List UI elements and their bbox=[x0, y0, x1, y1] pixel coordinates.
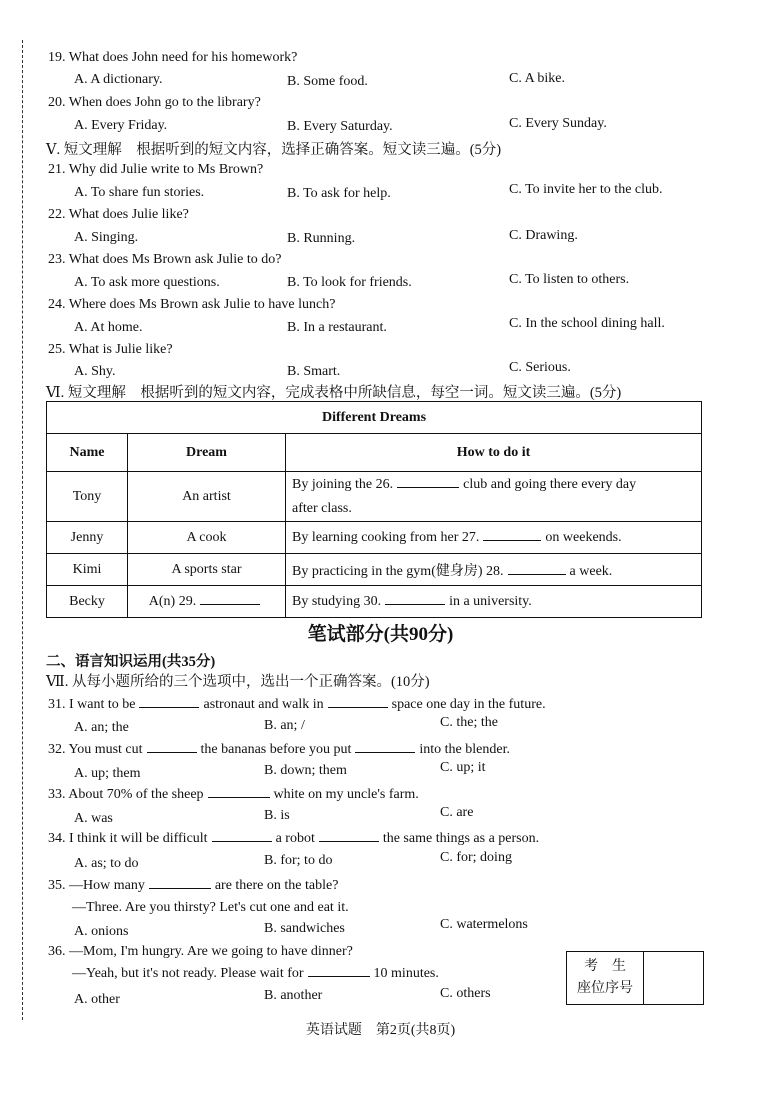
cell-name: Tony bbox=[47, 472, 128, 522]
question-23: 23. What does Ms Brown ask Julie to do? bbox=[48, 252, 282, 267]
option-34-c: C. for; doing bbox=[440, 850, 512, 865]
option-35-b: B. sandwiches bbox=[264, 921, 345, 936]
answer-blank[interactable] bbox=[149, 887, 211, 889]
table-row bbox=[47, 472, 702, 522]
option-31-a: A. an; the bbox=[74, 720, 129, 735]
question-35-reply: —Three. Are you thirsty? Let's cut one and eat it. bbox=[72, 900, 349, 915]
question-19: 19. What does John need for his homework? bbox=[48, 50, 298, 65]
section-5-heading: Ⅴ. 短文理解 根据听到的短文内容，选择正确答案。短文读三遍。(5分) bbox=[46, 142, 502, 158]
option-34-a: A. as; to do bbox=[74, 856, 139, 871]
option-25-c: C. Serious. bbox=[509, 360, 571, 375]
question-33: 33. About 70% of the sheep white on my uncle's farm. bbox=[48, 787, 419, 802]
option-20-a: A. Every Friday. bbox=[74, 118, 168, 133]
option-21-a: A. To share fun stories. bbox=[74, 185, 205, 200]
option-34-b: B. for; to do bbox=[264, 853, 333, 868]
option-32-b: B. down; them bbox=[264, 763, 347, 778]
option-32-c: C. up; it bbox=[440, 760, 486, 775]
cell-name: Becky bbox=[47, 586, 128, 618]
binding-margin-line bbox=[22, 40, 23, 1020]
answer-blank[interactable] bbox=[212, 840, 272, 842]
table-row bbox=[47, 586, 702, 618]
page-footer: 英语试题 第2页(共8页) bbox=[305, 1023, 456, 1038]
answer-blank[interactable] bbox=[208, 796, 270, 798]
option-20-b: B. Every Saturday. bbox=[287, 119, 393, 134]
table-row bbox=[47, 554, 702, 586]
answer-blank-29[interactable] bbox=[200, 603, 260, 605]
option-24-a: A. At home. bbox=[74, 320, 143, 335]
option-21-c: C. To invite her to the club. bbox=[509, 182, 663, 197]
question-36: 36. —Mom, I'm hungry. Are we going to have dinner? bbox=[48, 944, 353, 959]
option-32-a: A. up; them bbox=[74, 766, 141, 781]
answer-blank[interactable] bbox=[139, 706, 199, 708]
question-21: 21. Why did Julie write to Ms Brown? bbox=[48, 162, 264, 177]
option-31-c: C. the; the bbox=[440, 715, 498, 730]
cell-dream: A(n) 29. bbox=[128, 586, 286, 618]
answer-blank[interactable] bbox=[308, 975, 370, 977]
option-36-a: A. other bbox=[74, 992, 120, 1007]
question-22: 22. What does Julie like? bbox=[48, 207, 189, 222]
option-25-b: B. Smart. bbox=[287, 364, 341, 379]
question-35: 35. —How many are there on the table? bbox=[48, 878, 339, 893]
option-22-a: A. Singing. bbox=[74, 230, 139, 245]
option-22-b: B. Running. bbox=[287, 231, 356, 246]
question-24: 24. Where does Ms Brown ask Julie to have lunch? bbox=[48, 297, 336, 312]
seat-number-field[interactable] bbox=[644, 952, 703, 1004]
answer-blank[interactable] bbox=[355, 751, 415, 753]
section-7-heading: Ⅶ. 从每小题所给的三个选项中，选出一个正确答案。(10分) bbox=[46, 674, 430, 690]
option-22-c: C. Drawing. bbox=[509, 228, 578, 243]
cell-dream: A cook bbox=[128, 522, 286, 554]
table-row bbox=[47, 522, 702, 554]
table-header-dream: Dream bbox=[128, 434, 286, 472]
cell-how: By practicing in the gym(健身房) 28. a week. bbox=[286, 554, 702, 586]
answer-blank-27[interactable] bbox=[483, 539, 541, 541]
option-19-a: A. A dictionary. bbox=[74, 72, 163, 87]
section-6-heading: Ⅵ. 短文理解 根据听到的短文内容，完成表格中所缺信息，每空一词。短文读三遍。(5分) bbox=[46, 385, 622, 401]
option-23-c: C. To listen to others. bbox=[509, 272, 630, 287]
answer-blank-30[interactable] bbox=[385, 603, 445, 605]
option-33-b: B. is bbox=[264, 808, 290, 823]
option-36-b: B. another bbox=[264, 988, 323, 1003]
question-20: 20. When does John go to the library? bbox=[48, 95, 261, 110]
question-32: 32. You must cut the bananas before you put into the blender. bbox=[48, 742, 510, 757]
question-36-reply: —Yeah, but it's not ready. Please wait for 10 minutes. bbox=[72, 966, 439, 981]
question-31: 31. I want to be astronaut and walk in space one day in the future. bbox=[48, 697, 546, 712]
option-33-a: A. was bbox=[74, 811, 113, 826]
option-24-c: C. In the school dining hall. bbox=[509, 316, 665, 331]
cell-dream: An artist bbox=[128, 472, 286, 522]
answer-blank[interactable] bbox=[147, 751, 197, 753]
written-part-title: 笔试部分(共90分) bbox=[307, 624, 454, 645]
option-24-b: B. In a restaurant. bbox=[287, 320, 387, 335]
table-header-how: How to do it bbox=[286, 434, 702, 472]
option-23-b: B. To look for friends. bbox=[287, 275, 412, 290]
cell-name: Kimi bbox=[47, 554, 128, 586]
option-21-b: B. To ask for help. bbox=[287, 186, 391, 201]
answer-blank-26[interactable] bbox=[397, 486, 459, 488]
option-19-c: C. A bike. bbox=[509, 71, 566, 86]
answer-blank[interactable] bbox=[319, 840, 379, 842]
option-25-a: A. Shy. bbox=[74, 364, 116, 379]
seat-number-box bbox=[566, 951, 704, 1005]
answer-blank-28[interactable] bbox=[508, 573, 566, 575]
question-25: 25. What is Julie like? bbox=[48, 342, 173, 357]
dreams-table bbox=[46, 401, 702, 618]
cell-how: By studying 30. in a university. bbox=[286, 586, 702, 618]
table-header-name: Name bbox=[47, 434, 128, 472]
cell-how: By learning cooking from her 27. on weekends. bbox=[286, 522, 702, 554]
cell-name: Jenny bbox=[47, 522, 128, 554]
option-33-c: C. are bbox=[440, 805, 474, 820]
table-title: Different Dreams bbox=[47, 402, 702, 434]
option-23-a: A. To ask more questions. bbox=[74, 275, 220, 290]
seat-number-label: 考 生 座位序号 bbox=[567, 952, 644, 1004]
option-20-c: C. Every Sunday. bbox=[509, 116, 607, 131]
cell-dream: A sports star bbox=[128, 554, 286, 586]
option-35-c: C. watermelons bbox=[440, 917, 528, 932]
answer-blank[interactable] bbox=[328, 706, 388, 708]
option-31-b: B. an; / bbox=[264, 718, 305, 733]
question-34: 34. I think it will be difficult a robot the same things as a person. bbox=[48, 831, 540, 846]
option-36-c: C. others bbox=[440, 986, 491, 1001]
option-35-a: A. onions bbox=[74, 924, 129, 939]
cell-how: By joining the 26. club and going there every day after class. bbox=[286, 472, 702, 522]
part-2-title: 二、语言知识运用(共35分) bbox=[46, 654, 216, 670]
option-19-b: B. Some food. bbox=[287, 74, 368, 89]
